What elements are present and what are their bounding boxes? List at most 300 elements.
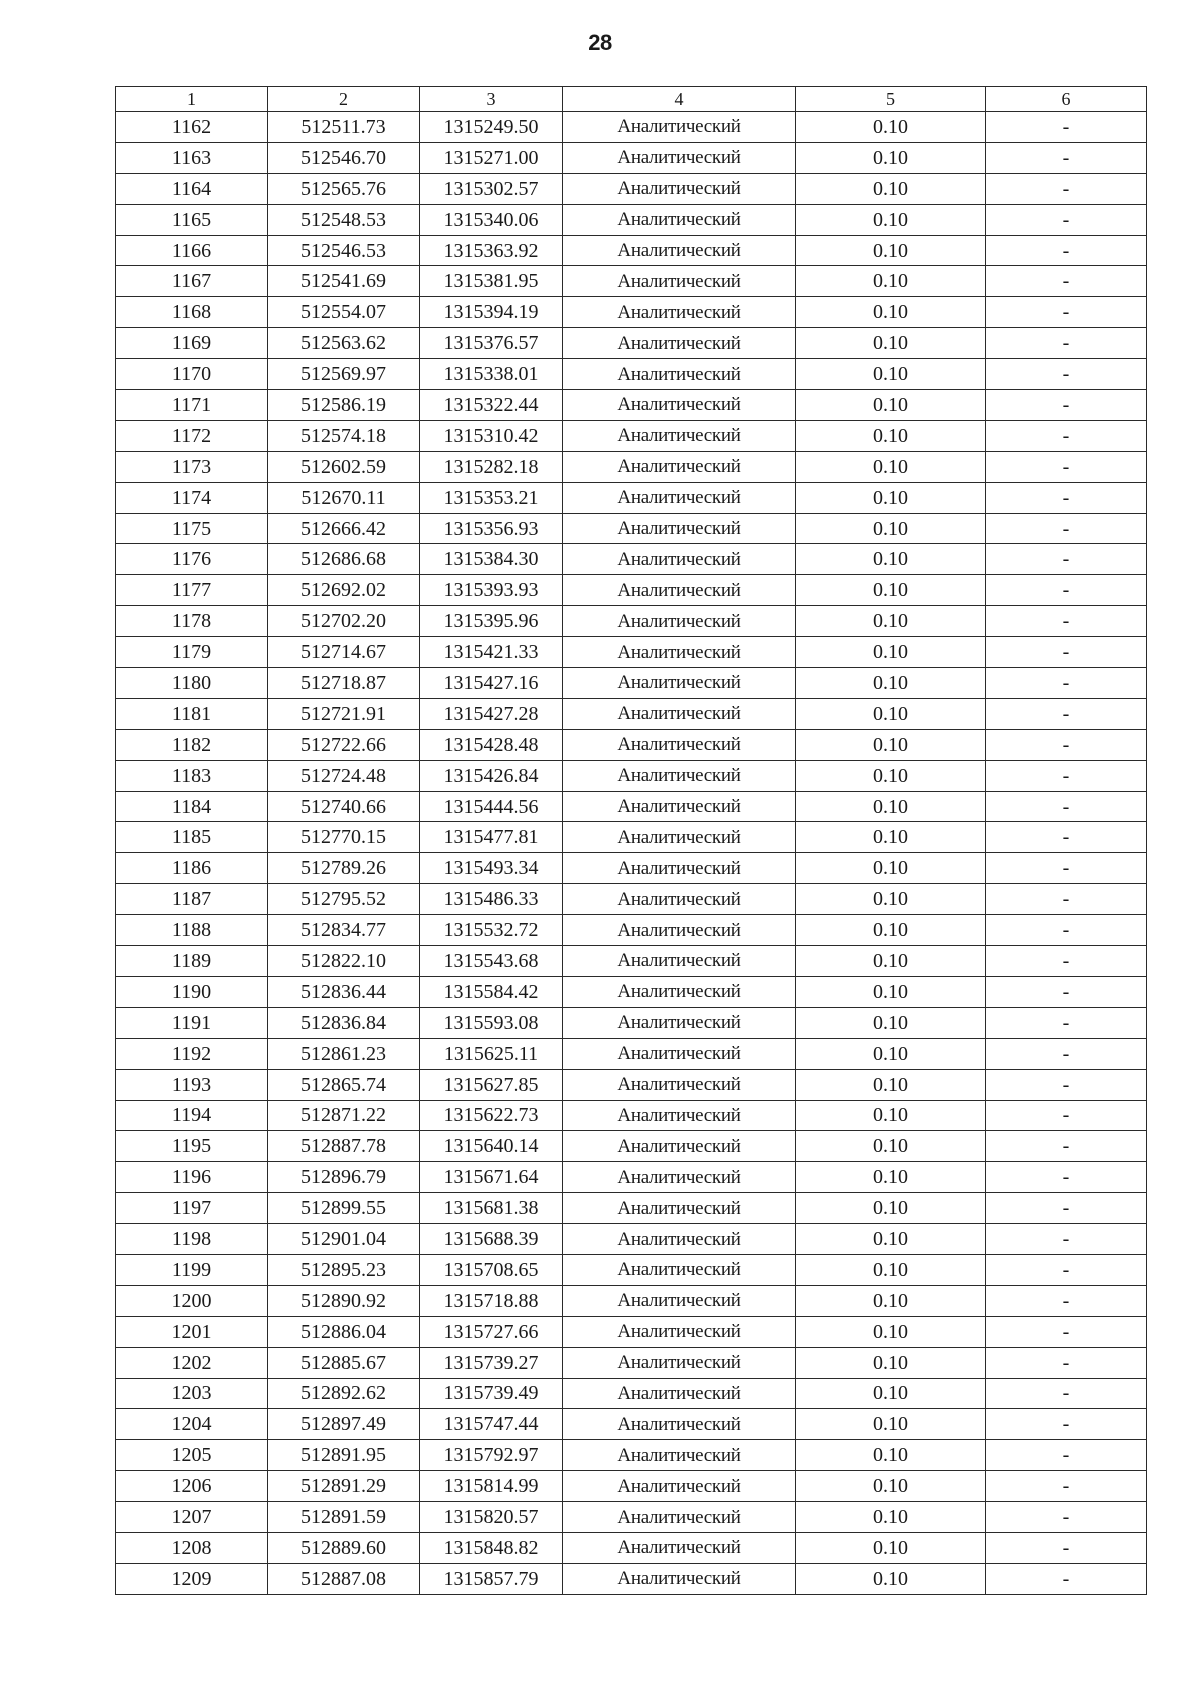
note-cell: -	[986, 976, 1147, 1007]
y-coordinate-cell: 1315338.01	[420, 359, 563, 390]
accuracy-cell: 0.10	[796, 359, 986, 390]
header-col-2: 2	[268, 87, 420, 112]
point-number-cell: 1201	[116, 1316, 268, 1347]
x-coordinate-cell: 512702.20	[268, 606, 420, 637]
y-coordinate-cell: 1315739.27	[420, 1347, 563, 1378]
table-row	[116, 1440, 1147, 1471]
table-row	[116, 946, 1147, 977]
accuracy-cell: 0.10	[796, 420, 986, 451]
table-row	[116, 266, 1147, 297]
y-coordinate-cell: 1315814.99	[420, 1471, 563, 1502]
x-coordinate-cell: 512574.18	[268, 420, 420, 451]
header-col-4: 4	[563, 87, 796, 112]
point-number-cell: 1163	[116, 142, 268, 173]
x-coordinate-cell: 512511.73	[268, 112, 420, 143]
note-cell: -	[986, 266, 1147, 297]
accuracy-cell: 0.10	[796, 668, 986, 699]
x-coordinate-cell: 512666.42	[268, 513, 420, 544]
x-coordinate-cell: 512886.04	[268, 1316, 420, 1347]
method-cell: Аналитический	[563, 698, 796, 729]
accuracy-cell: 0.10	[796, 915, 986, 946]
table-row	[116, 1409, 1147, 1440]
method-cell: Аналитический	[563, 544, 796, 575]
y-coordinate-cell: 1315384.30	[420, 544, 563, 575]
accuracy-cell: 0.10	[796, 698, 986, 729]
table-row	[116, 1162, 1147, 1193]
header-col-6: 6	[986, 87, 1147, 112]
point-number-cell: 1166	[116, 235, 268, 266]
method-cell: Аналитический	[563, 142, 796, 173]
y-coordinate-cell: 1315671.64	[420, 1162, 563, 1193]
point-number-cell: 1173	[116, 451, 268, 482]
y-coordinate-cell: 1315532.72	[420, 915, 563, 946]
accuracy-cell: 0.10	[796, 1131, 986, 1162]
method-cell: Аналитический	[563, 266, 796, 297]
point-number-cell: 1205	[116, 1440, 268, 1471]
method-cell: Аналитический	[563, 204, 796, 235]
method-cell: Аналитический	[563, 173, 796, 204]
x-coordinate-cell: 512890.92	[268, 1285, 420, 1316]
point-number-cell: 1193	[116, 1069, 268, 1100]
table-row	[116, 1502, 1147, 1533]
x-coordinate-cell: 512889.60	[268, 1532, 420, 1563]
accuracy-cell: 0.10	[796, 112, 986, 143]
x-coordinate-cell: 512891.95	[268, 1440, 420, 1471]
y-coordinate-cell: 1315310.42	[420, 420, 563, 451]
y-coordinate-cell: 1315393.93	[420, 575, 563, 606]
note-cell: -	[986, 142, 1147, 173]
y-coordinate-cell: 1315302.57	[420, 173, 563, 204]
table-row	[116, 1100, 1147, 1131]
y-coordinate-cell: 1315381.95	[420, 266, 563, 297]
note-cell: -	[986, 729, 1147, 760]
point-number-cell: 1197	[116, 1193, 268, 1224]
point-number-cell: 1174	[116, 482, 268, 513]
point-number-cell: 1172	[116, 420, 268, 451]
x-coordinate-cell: 512887.08	[268, 1563, 420, 1594]
note-cell: -	[986, 544, 1147, 575]
accuracy-cell: 0.10	[796, 1162, 986, 1193]
method-cell: Аналитический	[563, 1440, 796, 1471]
note-cell: -	[986, 575, 1147, 606]
note-cell: -	[986, 1563, 1147, 1594]
table-row	[116, 976, 1147, 1007]
y-coordinate-cell: 1315356.93	[420, 513, 563, 544]
note-cell: -	[986, 328, 1147, 359]
x-coordinate-cell: 512569.97	[268, 359, 420, 390]
point-number-cell: 1175	[116, 513, 268, 544]
y-coordinate-cell: 1315477.81	[420, 822, 563, 853]
y-coordinate-cell: 1315376.57	[420, 328, 563, 359]
note-cell: -	[986, 297, 1147, 328]
point-number-cell: 1208	[116, 1532, 268, 1563]
accuracy-cell: 0.10	[796, 390, 986, 421]
method-cell: Аналитический	[563, 1038, 796, 1069]
table-row	[116, 1471, 1147, 1502]
accuracy-cell: 0.10	[796, 544, 986, 575]
note-cell: -	[986, 698, 1147, 729]
y-coordinate-cell: 1315444.56	[420, 791, 563, 822]
accuracy-cell: 0.10	[796, 637, 986, 668]
method-cell: Аналитический	[563, 760, 796, 791]
note-cell: -	[986, 1224, 1147, 1255]
note-cell: -	[986, 791, 1147, 822]
note-cell: -	[986, 822, 1147, 853]
table-row	[116, 1069, 1147, 1100]
point-number-cell: 1183	[116, 760, 268, 791]
y-coordinate-cell: 1315640.14	[420, 1131, 563, 1162]
table-row	[116, 1224, 1147, 1255]
method-cell: Аналитический	[563, 1069, 796, 1100]
point-number-cell: 1187	[116, 884, 268, 915]
method-cell: Аналитический	[563, 637, 796, 668]
x-coordinate-cell: 512871.22	[268, 1100, 420, 1131]
table-row	[116, 420, 1147, 451]
table-row	[116, 1563, 1147, 1594]
x-coordinate-cell: 512795.52	[268, 884, 420, 915]
method-cell: Аналитический	[563, 359, 796, 390]
accuracy-cell: 0.10	[796, 1440, 986, 1471]
x-coordinate-cell: 512789.26	[268, 853, 420, 884]
table-row	[116, 328, 1147, 359]
method-cell: Аналитический	[563, 112, 796, 143]
note-cell: -	[986, 1131, 1147, 1162]
table-row	[116, 822, 1147, 853]
point-number-cell: 1195	[116, 1131, 268, 1162]
point-number-cell: 1168	[116, 297, 268, 328]
point-number-cell: 1164	[116, 173, 268, 204]
y-coordinate-cell: 1315792.97	[420, 1440, 563, 1471]
point-number-cell: 1188	[116, 915, 268, 946]
x-coordinate-cell: 512770.15	[268, 822, 420, 853]
table-row	[116, 1193, 1147, 1224]
x-coordinate-cell: 512686.68	[268, 544, 420, 575]
x-coordinate-cell: 512891.29	[268, 1471, 420, 1502]
accuracy-cell: 0.10	[796, 791, 986, 822]
note-cell: -	[986, 204, 1147, 235]
point-number-cell: 1202	[116, 1347, 268, 1378]
note-cell: -	[986, 451, 1147, 482]
x-coordinate-cell: 512822.10	[268, 946, 420, 977]
x-coordinate-cell: 512602.59	[268, 451, 420, 482]
accuracy-cell: 0.10	[796, 1532, 986, 1563]
accuracy-cell: 0.10	[796, 328, 986, 359]
point-number-cell: 1162	[116, 112, 268, 143]
method-cell: Аналитический	[563, 1162, 796, 1193]
coordinates-table	[115, 86, 1147, 1595]
method-cell: Аналитический	[563, 420, 796, 451]
table-row	[116, 142, 1147, 173]
method-cell: Аналитический	[563, 1563, 796, 1594]
accuracy-cell: 0.10	[796, 173, 986, 204]
method-cell: Аналитический	[563, 946, 796, 977]
accuracy-cell: 0.10	[796, 482, 986, 513]
method-cell: Аналитический	[563, 1254, 796, 1285]
accuracy-cell: 0.10	[796, 822, 986, 853]
table-row	[116, 112, 1147, 143]
y-coordinate-cell: 1315395.96	[420, 606, 563, 637]
note-cell: -	[986, 1409, 1147, 1440]
y-coordinate-cell: 1315271.00	[420, 142, 563, 173]
table-row	[116, 884, 1147, 915]
header-col-3: 3	[420, 87, 563, 112]
note-cell: -	[986, 1007, 1147, 1038]
note-cell: -	[986, 390, 1147, 421]
note-cell: -	[986, 1069, 1147, 1100]
note-cell: -	[986, 482, 1147, 513]
table-row	[116, 760, 1147, 791]
y-coordinate-cell: 1315493.34	[420, 853, 563, 884]
accuracy-cell: 0.10	[796, 1347, 986, 1378]
accuracy-cell: 0.10	[796, 1502, 986, 1533]
y-coordinate-cell: 1315625.11	[420, 1038, 563, 1069]
method-cell: Аналитический	[563, 668, 796, 699]
table-row	[116, 513, 1147, 544]
accuracy-cell: 0.10	[796, 1254, 986, 1285]
y-coordinate-cell: 1315426.84	[420, 760, 563, 791]
note-cell: -	[986, 112, 1147, 143]
x-coordinate-cell: 512692.02	[268, 575, 420, 606]
note-cell: -	[986, 637, 1147, 668]
accuracy-cell: 0.10	[796, 235, 986, 266]
x-coordinate-cell: 512892.62	[268, 1378, 420, 1409]
note-cell: -	[986, 1440, 1147, 1471]
note-cell: -	[986, 668, 1147, 699]
table-row	[116, 729, 1147, 760]
point-number-cell: 1192	[116, 1038, 268, 1069]
method-cell: Аналитический	[563, 1471, 796, 1502]
table-row	[116, 1254, 1147, 1285]
method-cell: Аналитический	[563, 1285, 796, 1316]
accuracy-cell: 0.10	[796, 1224, 986, 1255]
table-row	[116, 204, 1147, 235]
point-number-cell: 1199	[116, 1254, 268, 1285]
table-row	[116, 1347, 1147, 1378]
table-row	[116, 1316, 1147, 1347]
x-coordinate-cell: 512899.55	[268, 1193, 420, 1224]
y-coordinate-cell: 1315688.39	[420, 1224, 563, 1255]
method-cell: Аналитический	[563, 1131, 796, 1162]
method-cell: Аналитический	[563, 1100, 796, 1131]
method-cell: Аналитический	[563, 1193, 796, 1224]
x-coordinate-cell: 512834.77	[268, 915, 420, 946]
table-row	[116, 637, 1147, 668]
note-cell: -	[986, 946, 1147, 977]
table-row	[116, 1007, 1147, 1038]
y-coordinate-cell: 1315857.79	[420, 1563, 563, 1594]
accuracy-cell: 0.10	[796, 884, 986, 915]
y-coordinate-cell: 1315340.06	[420, 204, 563, 235]
method-cell: Аналитический	[563, 297, 796, 328]
y-coordinate-cell: 1315627.85	[420, 1069, 563, 1100]
table-row	[116, 482, 1147, 513]
point-number-cell: 1203	[116, 1378, 268, 1409]
method-cell: Аналитический	[563, 791, 796, 822]
y-coordinate-cell: 1315820.57	[420, 1502, 563, 1533]
method-cell: Аналитический	[563, 853, 796, 884]
point-number-cell: 1184	[116, 791, 268, 822]
x-coordinate-cell: 512546.70	[268, 142, 420, 173]
accuracy-cell: 0.10	[796, 1038, 986, 1069]
y-coordinate-cell: 1315282.18	[420, 451, 563, 482]
x-coordinate-cell: 512861.23	[268, 1038, 420, 1069]
x-coordinate-cell: 512718.87	[268, 668, 420, 699]
table-row	[116, 575, 1147, 606]
table-header	[116, 87, 1147, 112]
y-coordinate-cell: 1315249.50	[420, 112, 563, 143]
header-col-1: 1	[116, 87, 268, 112]
method-cell: Аналитический	[563, 606, 796, 637]
x-coordinate-cell: 512740.66	[268, 791, 420, 822]
note-cell: -	[986, 173, 1147, 204]
y-coordinate-cell: 1315421.33	[420, 637, 563, 668]
accuracy-cell: 0.10	[796, 853, 986, 884]
point-number-cell: 1186	[116, 853, 268, 884]
y-coordinate-cell: 1315708.65	[420, 1254, 563, 1285]
point-number-cell: 1196	[116, 1162, 268, 1193]
point-number-cell: 1179	[116, 637, 268, 668]
y-coordinate-cell: 1315353.21	[420, 482, 563, 513]
point-number-cell: 1167	[116, 266, 268, 297]
y-coordinate-cell: 1315394.19	[420, 297, 563, 328]
point-number-cell: 1169	[116, 328, 268, 359]
note-cell: -	[986, 513, 1147, 544]
accuracy-cell: 0.10	[796, 1471, 986, 1502]
note-cell: -	[986, 760, 1147, 791]
x-coordinate-cell: 512548.53	[268, 204, 420, 235]
point-number-cell: 1171	[116, 390, 268, 421]
x-coordinate-cell: 512563.62	[268, 328, 420, 359]
y-coordinate-cell: 1315747.44	[420, 1409, 563, 1440]
point-number-cell: 1178	[116, 606, 268, 637]
table-row	[116, 668, 1147, 699]
accuracy-cell: 0.10	[796, 142, 986, 173]
note-cell: -	[986, 1532, 1147, 1563]
accuracy-cell: 0.10	[796, 451, 986, 482]
accuracy-cell: 0.10	[796, 1069, 986, 1100]
note-cell: -	[986, 853, 1147, 884]
x-coordinate-cell: 512670.11	[268, 482, 420, 513]
x-coordinate-cell: 512541.69	[268, 266, 420, 297]
table-row	[116, 1038, 1147, 1069]
accuracy-cell: 0.10	[796, 1409, 986, 1440]
accuracy-cell: 0.10	[796, 266, 986, 297]
y-coordinate-cell: 1315718.88	[420, 1285, 563, 1316]
note-cell: -	[986, 884, 1147, 915]
x-coordinate-cell: 512546.53	[268, 235, 420, 266]
x-coordinate-cell: 512885.67	[268, 1347, 420, 1378]
x-coordinate-cell: 512891.59	[268, 1502, 420, 1533]
note-cell: -	[986, 1502, 1147, 1533]
point-number-cell: 1206	[116, 1471, 268, 1502]
x-coordinate-cell: 512724.48	[268, 760, 420, 791]
x-coordinate-cell: 512714.67	[268, 637, 420, 668]
y-coordinate-cell: 1315848.82	[420, 1532, 563, 1563]
table-row	[116, 1131, 1147, 1162]
table-row	[116, 1285, 1147, 1316]
note-cell: -	[986, 1316, 1147, 1347]
x-coordinate-cell: 512836.44	[268, 976, 420, 1007]
method-cell: Аналитический	[563, 1316, 796, 1347]
page-number: 28	[588, 30, 612, 55]
table-row	[116, 791, 1147, 822]
method-cell: Аналитический	[563, 1007, 796, 1038]
method-cell: Аналитический	[563, 482, 796, 513]
x-coordinate-cell: 512722.66	[268, 729, 420, 760]
y-coordinate-cell: 1315622.73	[420, 1100, 563, 1131]
note-cell: -	[986, 359, 1147, 390]
accuracy-cell: 0.10	[796, 1563, 986, 1594]
y-coordinate-cell: 1315486.33	[420, 884, 563, 915]
method-cell: Аналитический	[563, 513, 796, 544]
method-cell: Аналитический	[563, 1347, 796, 1378]
point-number-cell: 1198	[116, 1224, 268, 1255]
y-coordinate-cell: 1315428.48	[420, 729, 563, 760]
note-cell: -	[986, 1378, 1147, 1409]
table-row	[116, 173, 1147, 204]
point-number-cell: 1207	[116, 1502, 268, 1533]
y-coordinate-cell: 1315593.08	[420, 1007, 563, 1038]
method-cell: Аналитический	[563, 390, 796, 421]
note-cell: -	[986, 606, 1147, 637]
accuracy-cell: 0.10	[796, 1378, 986, 1409]
method-cell: Аналитический	[563, 1502, 796, 1533]
point-number-cell: 1170	[116, 359, 268, 390]
note-cell: -	[986, 1285, 1147, 1316]
method-cell: Аналитический	[563, 1378, 796, 1409]
note-cell: -	[986, 420, 1147, 451]
x-coordinate-cell: 512554.07	[268, 297, 420, 328]
note-cell: -	[986, 1038, 1147, 1069]
table-row	[116, 606, 1147, 637]
x-coordinate-cell: 512887.78	[268, 1131, 420, 1162]
note-cell: -	[986, 1162, 1147, 1193]
point-number-cell: 1185	[116, 822, 268, 853]
method-cell: Аналитический	[563, 822, 796, 853]
x-coordinate-cell: 512586.19	[268, 390, 420, 421]
table-row	[116, 297, 1147, 328]
accuracy-cell: 0.10	[796, 575, 986, 606]
method-cell: Аналитический	[563, 976, 796, 1007]
table-row	[116, 451, 1147, 482]
y-coordinate-cell: 1315727.66	[420, 1316, 563, 1347]
method-cell: Аналитический	[563, 1224, 796, 1255]
accuracy-cell: 0.10	[796, 1285, 986, 1316]
table-row	[116, 1532, 1147, 1563]
header-row	[116, 87, 1147, 112]
y-coordinate-cell: 1315681.38	[420, 1193, 563, 1224]
table-row	[116, 853, 1147, 884]
header-col-5: 5	[796, 87, 986, 112]
point-number-cell: 1177	[116, 575, 268, 606]
accuracy-cell: 0.10	[796, 513, 986, 544]
note-cell: -	[986, 1347, 1147, 1378]
point-number-cell: 1190	[116, 976, 268, 1007]
x-coordinate-cell: 512836.84	[268, 1007, 420, 1038]
x-coordinate-cell: 512896.79	[268, 1162, 420, 1193]
method-cell: Аналитический	[563, 915, 796, 946]
point-number-cell: 1204	[116, 1409, 268, 1440]
x-coordinate-cell: 512895.23	[268, 1254, 420, 1285]
x-coordinate-cell: 512565.76	[268, 173, 420, 204]
method-cell: Аналитический	[563, 1409, 796, 1440]
table-row	[116, 544, 1147, 575]
table-row	[116, 235, 1147, 266]
point-number-cell: 1194	[116, 1100, 268, 1131]
point-number-cell: 1180	[116, 668, 268, 699]
point-number-cell: 1176	[116, 544, 268, 575]
x-coordinate-cell: 512721.91	[268, 698, 420, 729]
